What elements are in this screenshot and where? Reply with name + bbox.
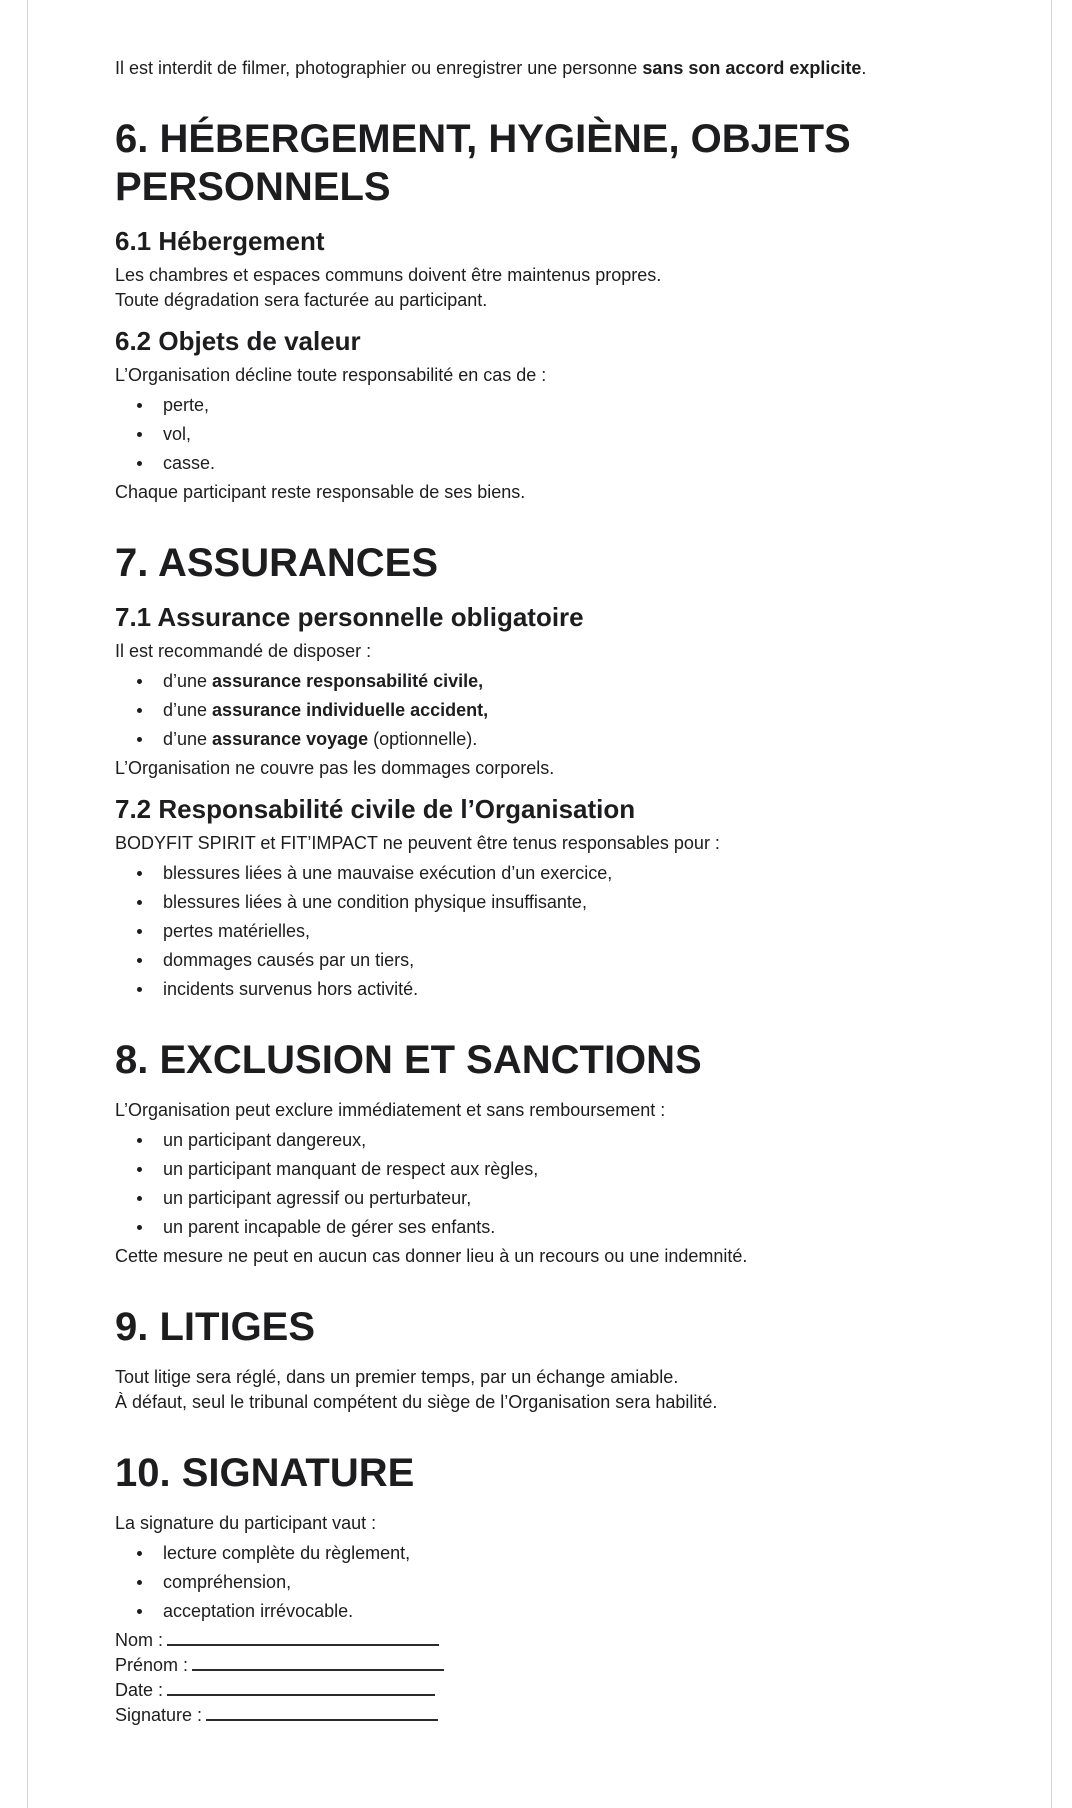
subsection-6-2-outro: Chaque participant reste responsable de ses biens. [115,482,526,502]
field-label-date: Date : [115,1680,164,1700]
bullet-text: d’une [163,700,213,720]
section-10-lead: La signature du participant vaut : [115,1513,377,1533]
intro-text: Il est interdit de filmer, photographier ou enregistrer une personne [115,58,643,78]
page-edge-left [27,0,28,1808]
section-7-title: 7. ASSURANCES [115,541,439,585]
bullet-item [163,698,1050,723]
valuables-list [115,393,1050,476]
insurance-list [115,669,1050,752]
bullet-bold-text: assurance voyage [212,729,369,749]
intro-period: . [861,58,867,78]
bullet-bold-text: assurance responsabilité civile, [212,671,484,691]
bullet-item: un participant agressif ou perturbateur, [163,1186,1050,1211]
signature-line [167,1680,435,1696]
signature-field-prenom [115,1653,1050,1678]
subsection-7-2-title: 7.2 Responsabilité civile de l’Organisation [115,794,636,824]
liability-exclusions-list [115,861,1050,1002]
field-label-nom: Nom : [115,1630,164,1650]
bullet-item [163,669,1050,694]
section-6-title: 6. HÉBERGEMENT, HYGIÈNE, OBJETS PERSONNELS [115,117,851,209]
bullet-text: (optionnelle). [368,729,478,749]
exclusion-list [115,1128,1050,1240]
subsection-6-2-title: 6.2 Objets de valeur [115,326,361,356]
signature-field-signature [115,1703,1050,1728]
paragraph-line: À défaut, seul le tribunal compétent du siège de l’Organisation sera habilité. [115,1392,718,1412]
signature-field-date [115,1678,1050,1703]
paragraph-line: Toute dégradation sera facturée au participant. [115,290,488,310]
bullet-item: compréhension, [163,1570,1050,1595]
section-10-title: 10. SIGNATURE [115,1451,415,1495]
signature-field-nom [115,1628,1050,1653]
paragraph-line: Tout litige sera réglé, dans un premier temps, par un échange amiable. [115,1367,679,1387]
subsection-7-1-outro: L’Organisation ne couvre pas les dommages corporels. [115,758,555,778]
signature-meaning-list [115,1541,1050,1624]
subsection-6-1-paragraph [115,263,1050,313]
bullet-item: pertes matérielles, [163,919,1050,944]
signature-line [167,1630,439,1646]
subsection-6-2-lead: L’Organisation décline toute responsabilité en cas de : [115,365,547,385]
section-8-outro: Cette mesure ne peut en aucun cas donner lieu à un recours ou une indemnité. [115,1246,748,1266]
bullet-item [163,727,1050,752]
section-9-paragraph [115,1365,1050,1415]
bullet-item: blessures liées à une mauvaise exécution d’un exercice, [163,861,1050,886]
bullet-item: incidents survenus hors activité. [163,977,1050,1002]
bullet-item: perte, [163,393,1050,418]
intro-paragraph [115,56,1050,81]
bullet-item: acceptation irrévocable. [163,1599,1050,1624]
bullet-item: lecture complète du règlement, [163,1541,1050,1566]
field-label-signature: Signature : [115,1705,203,1725]
signature-line [192,1655,444,1671]
bullet-item: un participant dangereux, [163,1128,1050,1153]
section-8-title: 8. EXCLUSION ET SANCTIONS [115,1038,702,1082]
section-9-title: 9. LITIGES [115,1305,316,1349]
field-label-prenom: Prénom : [115,1655,189,1675]
bullet-item: vol, [163,422,1050,447]
subsection-7-1-lead: Il est recommandé de disposer : [115,641,372,661]
bullet-bold-text: assurance individuelle accident, [212,700,489,720]
bullet-text: d’une [163,671,213,691]
signature-line [206,1705,438,1721]
bullet-item: casse. [163,451,1050,476]
bullet-item: un participant manquant de respect aux règles, [163,1157,1050,1182]
page-edge-right [1051,0,1052,1808]
intro-bold-text: sans son accord explicite [642,58,862,78]
subsection-7-2-lead: BODYFIT SPIRIT et FIT’IMPACT ne peuvent être tenus responsables pour : [115,833,720,853]
bullet-text: d’une [163,729,213,749]
bullet-item: dommages causés par un tiers, [163,948,1050,973]
subsection-6-1-title: 6.1 Hébergement [115,226,325,256]
bullet-item: un parent incapable de gérer ses enfants. [163,1215,1050,1240]
bullet-item: blessures liées à une condition physique insuffisante, [163,890,1050,915]
paragraph-line: Les chambres et espaces communs doivent être maintenus propres. [115,265,662,285]
subsection-7-1-title: 7.1 Assurance personnelle obligatoire [115,602,584,632]
section-8-lead: L’Organisation peut exclure immédiatement et sans remboursement : [115,1100,666,1120]
